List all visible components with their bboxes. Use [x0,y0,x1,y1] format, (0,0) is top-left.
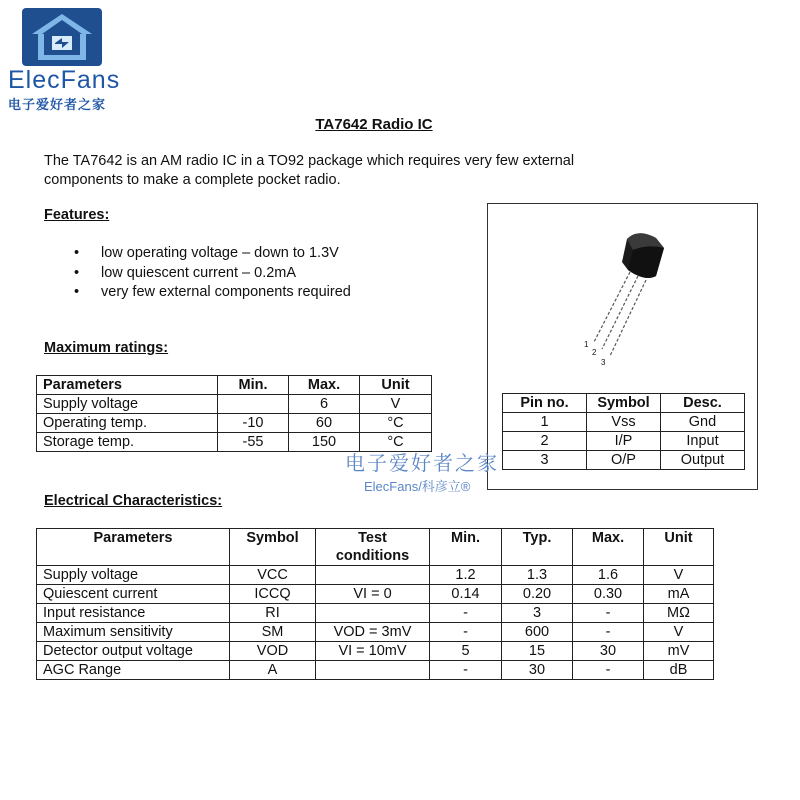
document-title: TA7642 Radio IC [315,116,433,133]
table-cell: °C [360,433,432,452]
table-cell: mV [644,642,714,661]
intro-paragraph: The TA7642 is an AM radio IC in a TO92 package which requires very few external components to make a complete pocket radio. [44,153,575,188]
table-cell: Output [661,451,745,470]
table-row [37,566,714,585]
table-cell: mA [644,585,714,604]
table-cell: 1.3 [502,566,573,585]
table-header-cell: Max. [289,376,360,395]
table-cell: 60 [289,414,360,433]
table-cell: ICCQ [230,585,316,604]
table-cell [218,395,289,414]
table-header-cell: Unit [644,529,714,566]
table-header-cell: Parameters [37,529,230,566]
table-row [37,585,714,604]
table-row [37,623,714,642]
table-row [37,604,714,623]
table-cell: - [573,604,644,623]
table-header-row [503,394,745,413]
table-header-cell: Test conditions [316,529,430,566]
table-cell: -10 [218,414,289,433]
table-cell: Detector output voltage [37,642,230,661]
table-cell: MΩ [644,604,714,623]
table-cell: 1.2 [430,566,502,585]
table-cell: VOD [230,642,316,661]
table-cell: 15 [502,642,573,661]
table-cell: - [573,661,644,680]
table-cell: 3 [502,604,573,623]
table-cell: 0.20 [502,585,573,604]
table-cell: V [644,623,714,642]
table-cell: 6 [289,395,360,414]
table-cell: VI = 10mV [316,642,430,661]
table-cell: Input resistance [37,604,230,623]
table-cell: 1.6 [573,566,644,585]
pin-label: 1 [584,340,589,349]
table-cell: 3 [503,451,587,470]
features-heading: Features: [44,207,110,223]
table-cell: 0.14 [430,585,502,604]
table-cell: VCC [230,566,316,585]
table-header-cell: Symbol [587,394,661,413]
table-cell: 2 [503,432,587,451]
table-cell: -55 [218,433,289,452]
table-header-cell: Typ. [502,529,573,566]
table-header-cell: Pin no. [503,394,587,413]
table-cell: AGC Range [37,661,230,680]
table-cell: 5 [430,642,502,661]
table-row [503,451,745,470]
max-ratings-heading: Maximum ratings: [44,340,169,356]
table-header-cell: Min. [218,376,289,395]
electrical-heading: Electrical Characteristics: [44,493,223,509]
table-cell: VI = 0 [316,585,430,604]
table-cell [316,566,430,585]
table-header-cell: Unit [360,376,432,395]
table-cell: 0.30 [573,585,644,604]
table-cell: 30 [502,661,573,680]
elecfans-logo-icon [22,8,102,66]
table-cell: Operating temp. [37,414,218,433]
table-cell: SM [230,623,316,642]
table-cell: RI [230,604,316,623]
table-header-row [37,376,432,395]
table-cell: A [230,661,316,680]
table-cell: O/P [587,451,661,470]
table-row [37,414,432,433]
table-header-cell: Symbol [230,529,316,566]
table-cell: dB [644,661,714,680]
table-cell: VOD = 3mV [316,623,430,642]
table-cell: I/P [587,432,661,451]
table-row [37,642,714,661]
table-cell: Maximum sensitivity [37,623,230,642]
table-cell: Gnd [661,413,745,432]
table-header-cell: Max. [573,529,644,566]
max-ratings-table [36,375,432,452]
table-cell: Storage temp. [37,433,218,452]
electrical-characteristics-table [36,528,714,680]
table-cell: 1 [503,413,587,432]
table-header-cell: Parameters [37,376,218,395]
feature-item: • very few external components required [74,283,351,303]
table-row [37,661,714,680]
table-cell: - [430,604,502,623]
pin-label: 2 [592,348,597,357]
table-row [37,395,432,414]
features-list [74,244,351,303]
table-cell: 30 [573,642,644,661]
table-cell [316,661,430,680]
table-cell: 150 [289,433,360,452]
table-header-cell: Desc. [661,394,745,413]
logo-chinese-subtitle: 电子爱好者之家 [8,97,107,112]
logo-wordmark: ElecFans [8,66,121,94]
table-cell: Supply voltage [37,395,218,414]
pin-label: 3 [601,358,606,367]
watermark-english: ElecFans/科彦立® [364,479,471,494]
table-cell: Input [661,432,745,451]
watermark-chinese: 电子爱好者之家 [345,453,499,475]
table-cell: - [430,623,502,642]
table-header-row [37,529,714,566]
table-cell: °C [360,414,432,433]
pinout-table [502,393,745,470]
table-cell: Quiescent current [37,585,230,604]
table-cell: V [360,395,432,414]
table-cell: - [573,623,644,642]
table-cell: 600 [502,623,573,642]
table-header-cell: Min. [430,529,502,566]
table-cell: Supply voltage [37,566,230,585]
feature-item: • low operating voltage – down to 1.3V [74,244,351,264]
to92-package-icon [488,204,757,394]
table-cell [316,604,430,623]
table-row [503,413,745,432]
table-cell: - [430,661,502,680]
table-cell: Vss [587,413,661,432]
table-row [503,432,745,451]
feature-item: • low quiescent current – 0.2mA [74,264,351,284]
table-cell: V [644,566,714,585]
